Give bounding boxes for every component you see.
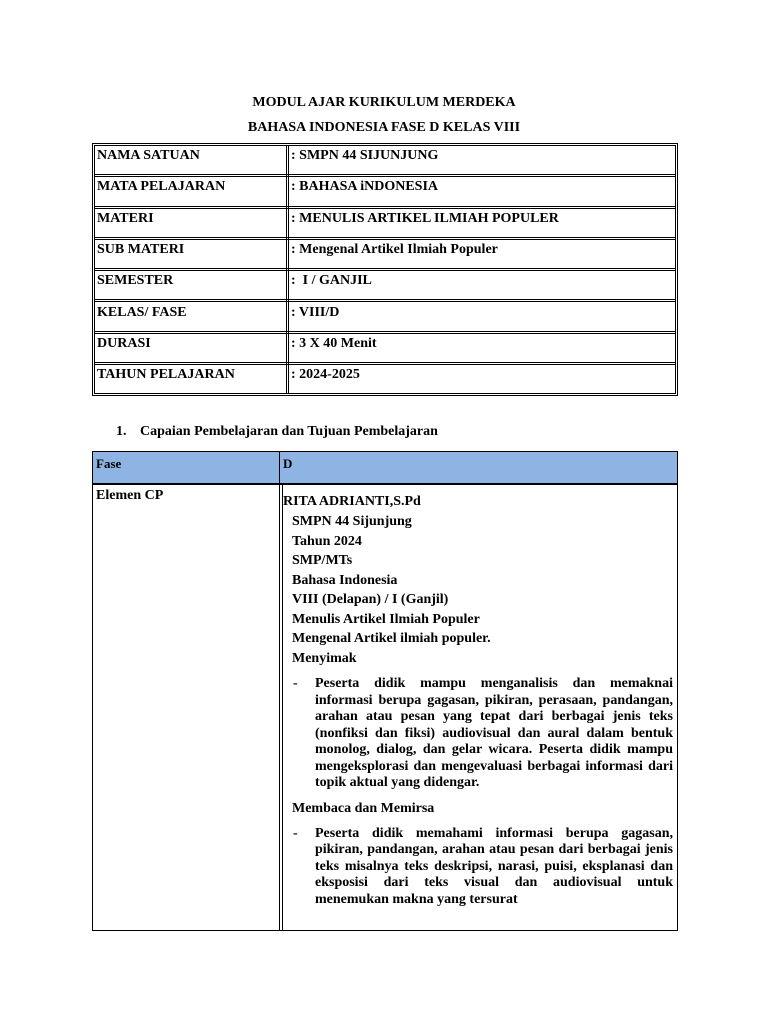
header-fase: Fase — [96, 456, 122, 471]
identity-row — [95, 334, 675, 365]
bullet-text: Peserta didik mampu menganalisis dan memaknai informasi berupa gagasan, pikiran, perasaan, pandangan, arahan atau pesan yang tepat dari berbagai jenis teks (nonfiksi dan fiksi) audiovisual dan aural dalam bentuk monolog, dialog, dan gelar wicara. Peserta didik mampu mengeksplorasi dan mengevaluasi berbagai informasi dari topik aktual yang didengar. — [315, 676, 673, 790]
bullet-item — [283, 826, 673, 909]
identity-value: : I / GANJIL — [291, 273, 372, 289]
dash-marker: - — [293, 676, 298, 691]
identity-label: NAMA SATUAN — [97, 148, 200, 163]
identity-row — [95, 177, 675, 208]
identity-value: : Mengenal Artikel Ilmiah Populer — [291, 241, 498, 257]
cp-table-header — [93, 452, 677, 485]
identity-value: : MENULIS ARTIKEL ILMIAH POPULER — [291, 210, 559, 226]
identity-label: TAHUN PELAJARAN — [97, 367, 235, 383]
info-line: VIII (Delapan) / I (Ganjil) — [292, 592, 449, 607]
identity-label: MATA PELAJARAN — [97, 179, 226, 195]
info-line: Bahasa Indonesia — [292, 572, 398, 588]
info-line: SMP/MTs — [292, 553, 353, 568]
author-name: RITA ADRIANTI,S.Pd — [283, 494, 421, 509]
identity-row — [95, 240, 675, 271]
identity-row — [95, 146, 675, 177]
identity-row — [95, 271, 675, 302]
dash-marker: - — [293, 825, 298, 841]
identity-label: DURASI — [97, 335, 151, 351]
identity-value: : VIII/D — [291, 304, 340, 320]
identity-table — [92, 143, 678, 396]
identity-label: MATERI — [97, 210, 154, 226]
identity-value: : 3 X 40 Menit — [291, 335, 377, 351]
info-line: SMPN 44 Sijunjung — [292, 514, 412, 529]
module-title: MODUL AJAR KURIKULUM MERDEKA — [252, 95, 516, 110]
cp-table — [92, 451, 678, 931]
identity-label: SEMESTER — [97, 273, 174, 289]
section-heading — [116, 424, 438, 440]
cp-content — [283, 492, 673, 908]
info-line: Menulis Artikel Ilmiah Populer — [292, 611, 480, 627]
identity-label: KELAS/ FASE — [97, 304, 187, 320]
subheading-membaca: Membaca dan Memirsa — [292, 800, 435, 816]
identity-value: : 2024-2025 — [291, 367, 360, 383]
identity-row — [95, 365, 675, 396]
cp-column-divider — [279, 452, 280, 930]
identity-value: : SMPN 44 SIJUNJUNG — [291, 148, 439, 163]
section-number: 1. — [116, 424, 127, 439]
section-title: Capaian Pembelajaran dan Tujuan Pembelajaran — [140, 424, 438, 439]
identity-label: SUB MATERI — [97, 241, 185, 257]
bullet-text: Peserta didik memahami informasi berupa gagasan, pikiran, pandangan, arahan atau pesan dari berbagai jenis teks misalnya teks deskripsi, narasi, puisi, eksplanasi dan eksposisi dari teks visual dan audiovisual untuk menemukan makna yang tersurat — [315, 825, 673, 907]
identity-row — [95, 303, 675, 334]
info-line: Tahun 2024 — [292, 533, 362, 549]
elemen-cp-label: Elemen CP — [96, 488, 164, 503]
identity-value: : BAHASA iNDONESIA — [291, 179, 439, 195]
subheading-menyimak: Menyimak — [292, 650, 357, 666]
module-subtitle: BAHASA INDONESIA FASE D KELAS VIII — [247, 120, 521, 135]
bullet-item — [283, 676, 673, 792]
identity-row — [95, 209, 675, 240]
info-line: Mengenal Artikel ilmiah populer. — [292, 631, 491, 646]
header-fase-value: D — [283, 456, 293, 471]
